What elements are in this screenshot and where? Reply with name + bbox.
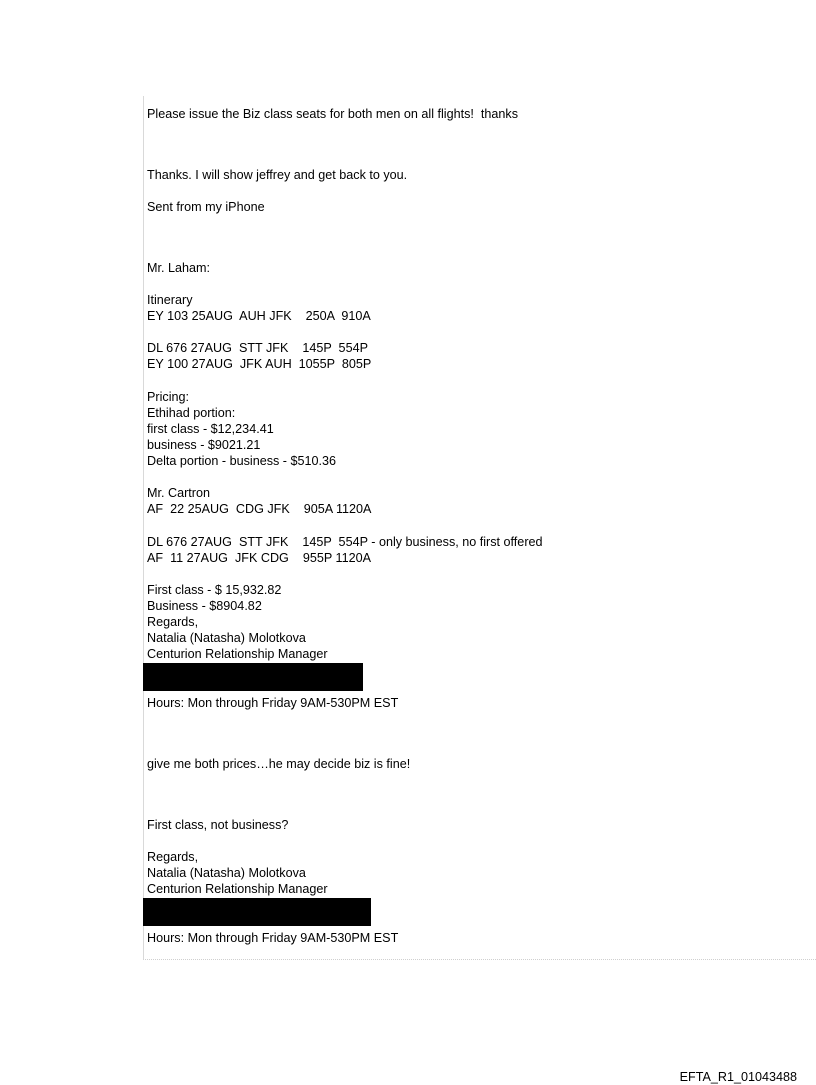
sent-from-iphone: Sent from my iPhone [147, 200, 265, 214]
signature-title: Centurion Relationship Manager [147, 882, 328, 896]
message-first-class-question: First class, not business? [147, 818, 289, 832]
ethihad-first-price: first class - $12,234.41 [147, 422, 274, 436]
message-biz-request: Please issue the Biz class seats for both men on all flights! thanks [147, 107, 519, 121]
signature-name: Natalia (Natasha) Molotkova [147, 866, 306, 880]
cartron-name: Mr. Cartron [147, 486, 210, 500]
message-reply-line: Thanks. I will show jeffrey and get back to you. [147, 168, 408, 182]
message-give-both-prices: give me both prices…he may decide biz is fine! [147, 757, 411, 771]
ethihad-label: Ethihad portion: [147, 406, 236, 420]
cartron-flight-2: DL 676 27AUG STT JFK 145P 554P - only business, no first offered [147, 535, 543, 549]
cartron-flight-3: AF 11 27AUG JFK CDG 955P 1120A [147, 551, 371, 565]
delta-business-price: Delta portion - business - $510.36 [147, 454, 337, 468]
pricing-label: Pricing: [147, 390, 189, 404]
cartron-first-price: First class - $ 15,932.82 [147, 583, 282, 597]
salutation-laham: Mr. Laham: [147, 261, 210, 275]
laham-flight-2: DL 676 27AUG STT JFK 145P 554P [147, 341, 368, 355]
redaction-bar [143, 663, 363, 691]
document-id: EFTA_R1_01043488 [679, 1069, 797, 1084]
cartron-business-price: Business - $8904.82 [147, 599, 262, 613]
signature-hours: Hours: Mon through Friday 9AM-530PM EST [147, 931, 399, 945]
regards: Regards, [147, 850, 199, 864]
signature-hours: Hours: Mon through Friday 9AM-530PM EST [147, 696, 399, 710]
itinerary-label: Itinerary [147, 293, 193, 307]
redaction-bar [143, 898, 371, 926]
signature-title: Centurion Relationship Manager [147, 647, 328, 661]
laham-flight-1: EY 103 25AUG AUH JFK 250A 910A [147, 309, 371, 323]
ethihad-business-price: business - $9021.21 [147, 438, 261, 452]
signature-name: Natalia (Natasha) Molotkova [147, 631, 306, 645]
cartron-flight-1: AF 22 25AUG CDG JFK 905A 1120A [147, 502, 372, 516]
laham-flight-3: EY 100 27AUG JFK AUH 1055P 805P [147, 357, 372, 371]
regards: Regards, [147, 615, 199, 629]
